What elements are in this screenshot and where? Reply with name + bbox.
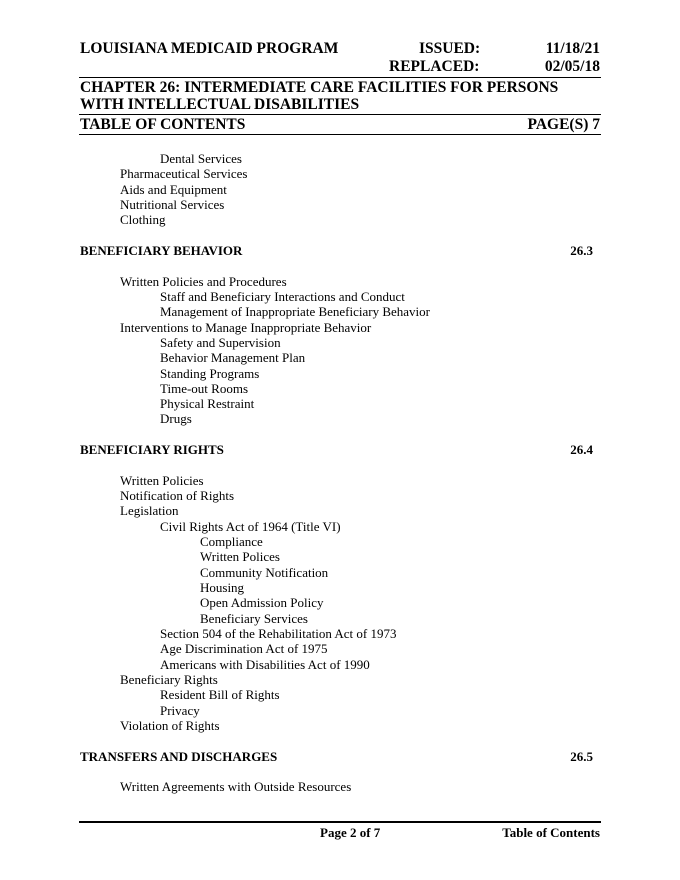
toc-item: Violation of Rights <box>120 718 220 733</box>
toc-item: Notification of Rights <box>120 488 235 503</box>
toc-item: Staff and Beneficiary Interactions and Conduct <box>160 289 405 304</box>
section-number-transfers-and-discharges: 26.5 <box>570 749 593 764</box>
toc-item: Civil Rights Act of 1964 (Title VI) <box>160 519 341 534</box>
toc-item: Drugs <box>160 411 192 426</box>
toc-item: Housing <box>200 580 245 595</box>
toc-item: Resident Bill of Rights <box>160 687 280 702</box>
toc-item: Clothing <box>120 212 166 227</box>
toc-item: Written Polices <box>200 549 280 564</box>
footer-page-number: Page 2 of 7 <box>320 825 381 840</box>
toc-item: Written Policies and Procedures <box>120 274 287 289</box>
section-title-transfers-and-discharges: TRANSFERS AND DISCHARGES <box>80 749 278 764</box>
toc-item: Beneficiary Rights <box>120 672 218 687</box>
toc-item: Written Policies <box>120 473 204 488</box>
toc-item: Open Admission Policy <box>200 595 324 610</box>
page-count: PAGE(S) 7 <box>527 116 600 133</box>
header-rule-middle <box>79 114 601 115</box>
toc-item: Written Agreements with Outside Resources <box>120 779 352 794</box>
toc-item: Dental Services <box>160 151 242 166</box>
section-number-beneficiary-behavior: 26.3 <box>570 243 593 258</box>
section-title-beneficiary-rights: BENEFICIARY RIGHTS <box>80 442 224 457</box>
toc-item: Americans with Disabilities Act of 1990 <box>160 657 370 672</box>
chapter-title-line-1: CHAPTER 26: INTERMEDIATE CARE FACILITIES FOR PERSONS <box>80 79 559 96</box>
toc-item: Safety and Supervision <box>160 335 281 350</box>
replaced-date: 02/05/18 <box>544 58 600 75</box>
footer-rule <box>79 821 601 823</box>
toc-item: Behavior Management Plan <box>160 350 306 365</box>
toc-item: Nutritional Services <box>120 197 225 212</box>
toc-item: Physical Restraint <box>160 396 255 411</box>
toc-item: Community Notification <box>200 565 329 580</box>
replaced-label: REPLACED: <box>389 58 480 75</box>
toc-item: Beneficiary Services <box>200 611 308 626</box>
header-rule-bottom <box>79 134 601 135</box>
section-title-beneficiary-behavior: BENEFICIARY BEHAVIOR <box>80 243 243 258</box>
header-rule-top <box>79 77 601 78</box>
toc-title: TABLE OF CONTENTS <box>80 116 246 133</box>
footer-section-name: Table of Contents <box>502 825 600 840</box>
toc-item: Age Discrimination Act of 1975 <box>160 641 328 656</box>
toc-item: Interventions to Manage Inappropriate Behavior <box>120 320 372 335</box>
toc-item: Pharmaceutical Services <box>120 166 248 181</box>
toc-item: Aids and Equipment <box>120 182 227 197</box>
issued-label: ISSUED: <box>419 40 481 57</box>
toc-item: Compliance <box>200 534 263 549</box>
program-name: LOUISIANA MEDICAID PROGRAM <box>80 40 339 57</box>
section-number-beneficiary-rights: 26.4 <box>570 442 593 457</box>
chapter-title-line-2: WITH INTELLECTUAL DISABILITIES <box>80 96 360 113</box>
toc-item: Section 504 of the Rehabilitation Act of 1973 <box>160 626 397 641</box>
toc-item: Privacy <box>160 703 200 718</box>
toc-item: Standing Programs <box>160 366 260 381</box>
toc-item: Management of Inappropriate Beneficiary Behavior <box>160 304 430 319</box>
issued-date: 11/18/21 <box>545 40 600 57</box>
toc-item: Legislation <box>120 503 179 518</box>
toc-item: Time-out Rooms <box>160 381 249 396</box>
